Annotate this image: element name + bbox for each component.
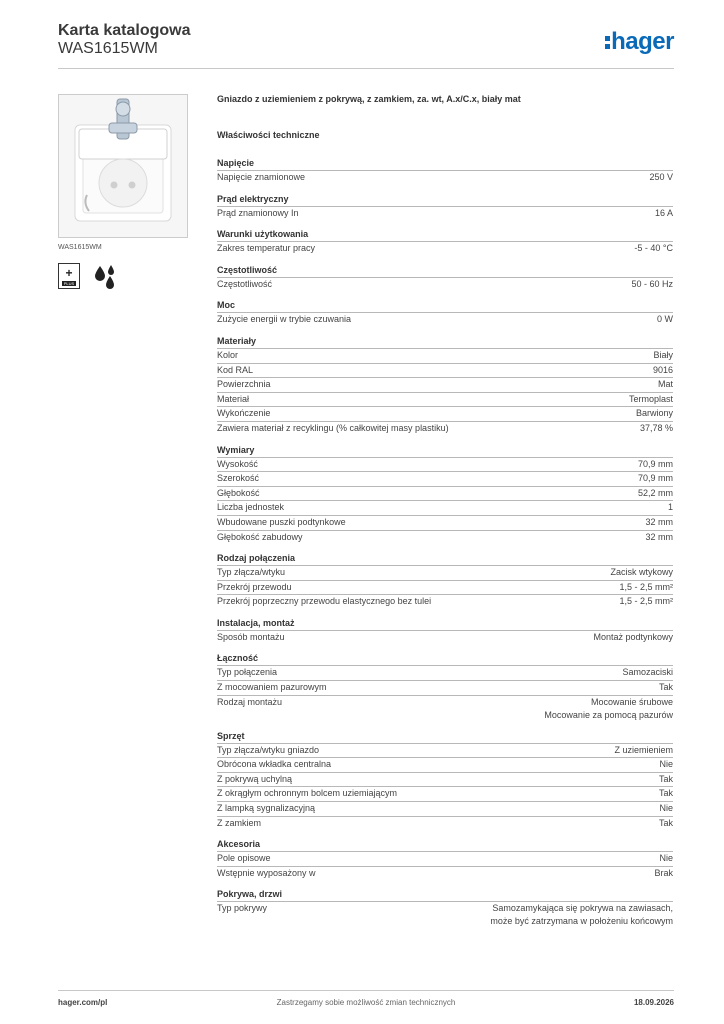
logo-colon-icon <box>605 33 610 52</box>
property-label: Z lampką sygnalizacyjną <box>217 803 316 814</box>
document-title: Karta katalogowa <box>58 22 191 39</box>
property-label: Zawiera materiał z recyklingu (% całkowitej masy plastiku) <box>217 422 449 433</box>
property-label: Powierzchnia <box>217 379 271 390</box>
section-title: Napięcie <box>217 158 255 168</box>
property-row <box>217 743 673 758</box>
feature-icons <box>58 263 188 289</box>
property-row <box>217 680 673 695</box>
property-label: Wykończenie <box>217 408 271 419</box>
property-value: 32 mm <box>645 531 673 542</box>
property-value: Mocowanie śrubowe Mocowanie za pomocą pazurów <box>544 696 673 720</box>
hager-logo <box>605 28 674 56</box>
property-row <box>217 851 673 866</box>
property-value: Samozamykająca się pokrywa na zawiasach, może być zatrzymana w położeniu końcowym <box>490 903 673 927</box>
property-label: Wysokość <box>217 458 258 469</box>
property-label: Obrócona wkładka centralna <box>217 759 332 770</box>
property-label: Z pokrywą uchylną <box>217 773 293 784</box>
product-image <box>58 94 188 238</box>
property-value: 250 V <box>649 172 673 182</box>
property-label: Napięcie znamionowe <box>217 172 306 182</box>
property-row <box>217 277 673 292</box>
property-section <box>217 192 673 221</box>
property-row <box>217 816 673 831</box>
page-header <box>58 22 674 68</box>
property-section <box>217 156 673 185</box>
image-caption: WAS1615WM <box>58 244 102 251</box>
property-label: Typ połączenia <box>217 667 278 678</box>
property-label: Typ pokrywy <box>217 903 268 914</box>
property-row <box>217 515 673 530</box>
property-label: Kolor <box>217 349 239 360</box>
property-value: 50 - 60 Hz <box>631 278 673 289</box>
property-label: Głębokość <box>217 487 260 498</box>
technical-data <box>217 94 673 935</box>
section-title: Sprzęt <box>217 730 245 741</box>
product-sidebar <box>58 94 188 289</box>
property-row <box>217 241 673 256</box>
property-label: Z okrągłym ochronnym bolcem uziemiającym <box>217 788 398 799</box>
footer-website: hager.com/pl <box>58 998 108 1007</box>
header-divider <box>58 68 674 69</box>
property-row <box>217 406 673 421</box>
property-section <box>217 887 673 928</box>
property-section <box>217 298 673 327</box>
property-row <box>217 392 673 407</box>
property-value: Biały <box>653 349 673 360</box>
property-value: 37,78 % <box>639 422 673 433</box>
property-value: Tak <box>658 682 673 693</box>
property-value: Termoplast <box>628 393 673 404</box>
property-label: Przekrój przewodu <box>217 581 292 592</box>
logo-text: hager <box>611 28 674 55</box>
property-value: Tak <box>658 788 673 799</box>
property-label: Wbudowane puszki podtynkowe <box>217 516 346 527</box>
section-title: Moc <box>217 300 235 311</box>
property-row <box>217 170 673 185</box>
property-value: Tak <box>658 773 673 784</box>
property-row <box>217 530 673 545</box>
section-title: Materiały <box>217 335 257 346</box>
section-title: Częstotliwość <box>217 264 278 275</box>
property-row <box>217 757 673 772</box>
property-section <box>217 334 673 436</box>
property-label: Przekrój poprzeczny przewodu elastycznego bez tulei <box>217 596 432 607</box>
property-label: Wstępnie wyposażony w <box>217 867 316 878</box>
property-row <box>217 206 673 221</box>
property-row <box>217 695 673 722</box>
property-sections <box>217 156 673 928</box>
property-value: Nie <box>659 803 673 814</box>
property-section <box>217 443 673 545</box>
product-description: Gniazdo z uziemieniem z pokrywą, z zamkiem, za. wt, A.x/C.x, biały mat <box>217 94 521 104</box>
property-row <box>217 312 673 327</box>
property-row <box>217 801 673 816</box>
property-section <box>217 651 673 721</box>
product-code: WAS1615WM <box>58 40 158 57</box>
property-value: 1,5 - 2,5 mm² <box>619 596 673 607</box>
property-section <box>217 263 673 292</box>
property-label: Z zamkiem <box>217 817 262 828</box>
property-label: Rodzaj montażu <box>217 696 283 707</box>
property-value: Nie <box>659 759 673 770</box>
property-label: Szerokość <box>217 473 260 484</box>
property-value: 52,2 mm <box>637 487 673 498</box>
section-title: Łączność <box>217 653 259 664</box>
section-title: Warunki użytkowania <box>217 229 309 240</box>
property-value: 32 mm <box>645 516 673 527</box>
property-row <box>217 866 673 881</box>
property-row <box>217 457 673 472</box>
water-drops-icon <box>92 263 118 289</box>
property-label: Głębokość zabudowy <box>217 531 303 542</box>
section-title: Rodzaj połączenia <box>217 553 296 564</box>
property-row <box>217 786 673 801</box>
property-label: Liczba jednostek <box>217 502 285 513</box>
property-row <box>217 630 673 645</box>
property-label: Prąd znamionowy In <box>217 207 299 218</box>
section-title: Instalacja, montaż <box>217 617 295 628</box>
property-value: -5 - 40 °C <box>634 243 673 254</box>
property-value: Tak <box>658 817 673 828</box>
property-section <box>217 729 673 831</box>
property-value: Samozaciski <box>622 667 673 678</box>
footer-date: 18.09.2026 <box>633 998 674 1007</box>
property-value: 70,9 mm <box>637 458 673 469</box>
footer-divider <box>58 990 674 991</box>
property-row <box>217 500 673 515</box>
property-row <box>217 565 673 580</box>
property-value: Brak <box>654 867 673 878</box>
property-label: Kod RAL <box>217 364 254 375</box>
property-label: Sposób montażu <box>217 631 285 642</box>
property-value: Nie <box>659 853 673 864</box>
property-value: 1 <box>667 502 673 513</box>
property-section <box>217 551 673 609</box>
property-row <box>217 486 673 501</box>
footer-note: Zastrzegamy sobie możliwość zmian technicznych <box>276 998 456 1007</box>
property-label: Zakres temperatur pracy <box>217 243 316 254</box>
property-label: Pole opisowe <box>217 853 271 864</box>
property-section <box>217 227 673 256</box>
technical-properties-heading: Właściwości techniczne <box>217 130 320 140</box>
property-value: 16 A <box>654 207 673 218</box>
property-label: Typ złącza/wtyku gniazdo <box>217 744 320 755</box>
property-label: Z mocowaniem pazurowym <box>217 682 327 693</box>
section-title: Prąd elektryczny <box>217 193 289 204</box>
section-title: Pokrywa, drzwi <box>217 889 283 900</box>
property-value: Zacisk wtykowy <box>610 567 673 578</box>
earth-plus-icon: + PLUS <box>58 263 80 289</box>
property-value: Barwiony <box>635 408 673 419</box>
property-row <box>217 363 673 378</box>
property-label: Materiał <box>217 393 250 404</box>
property-value: Z uziemieniem <box>614 744 673 755</box>
property-row <box>217 594 673 609</box>
property-row <box>217 901 673 928</box>
property-label: Zużycie energii w trybie czuwania <box>217 314 352 325</box>
property-row <box>217 348 673 363</box>
property-value: 70,9 mm <box>637 473 673 484</box>
property-row <box>217 772 673 787</box>
section-title: Wymiary <box>217 444 255 455</box>
property-section <box>217 616 673 645</box>
property-row <box>217 377 673 392</box>
section-title: Akcesoria <box>217 839 261 850</box>
property-value: Mat <box>657 379 673 390</box>
property-value: Montaż podtynkowy <box>593 631 673 642</box>
property-row <box>217 471 673 486</box>
property-label: Typ złącza/wtyku <box>217 567 286 578</box>
property-value: 0 W <box>656 314 673 325</box>
plus-badge-text: PLUS <box>63 280 75 286</box>
property-value: 9016 <box>652 364 673 375</box>
property-row <box>217 421 673 436</box>
property-value: 1,5 - 2,5 mm² <box>619 581 673 592</box>
property-section <box>217 837 673 880</box>
property-row <box>217 580 673 595</box>
property-row <box>217 665 673 680</box>
property-label: Częstotliwość <box>217 278 273 289</box>
